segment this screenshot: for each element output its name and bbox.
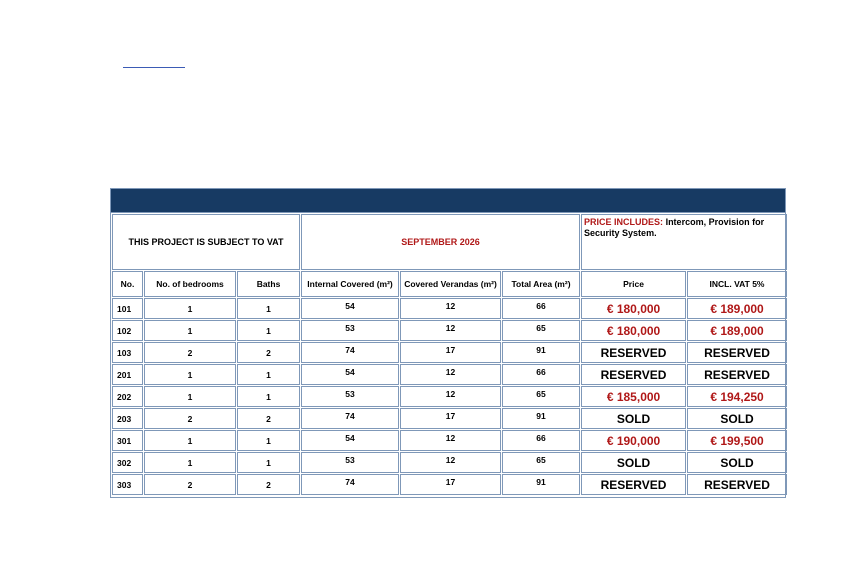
bedrooms-cell: 2 — [144, 342, 236, 363]
veranda-area-cell: 12 — [400, 452, 501, 473]
col-price: Price — [581, 271, 686, 297]
internal-area-cell: 74 — [301, 342, 399, 363]
price-cell: € 180,000 — [581, 298, 686, 319]
baths-cell: 1 — [237, 364, 300, 385]
baths-cell: 1 — [237, 298, 300, 319]
price-cell: € 180,000 — [581, 320, 686, 341]
incl-vat-cell: SOLD — [687, 452, 787, 473]
unit-number: 202 — [112, 386, 143, 407]
table-row — [112, 452, 787, 473]
info-row — [112, 214, 787, 270]
bedrooms-cell: 1 — [144, 452, 236, 473]
total-area-cell: 65 — [502, 452, 580, 473]
top-link-underline[interactable] — [123, 66, 185, 68]
internal-area-cell: 54 — [301, 430, 399, 451]
bedrooms-cell: 2 — [144, 408, 236, 429]
baths-cell: 1 — [237, 320, 300, 341]
completion-date: SEPTEMBER 2026 — [301, 214, 580, 270]
bedrooms-cell: 1 — [144, 320, 236, 341]
veranda-area-cell: 17 — [400, 408, 501, 429]
incl-vat-cell: RESERVED — [687, 474, 787, 495]
title-bar — [111, 189, 785, 213]
incl-vat-cell: € 189,000 — [687, 298, 787, 319]
internal-area-cell: 74 — [301, 408, 399, 429]
price-cell: SOLD — [581, 408, 686, 429]
bedrooms-cell: 2 — [144, 474, 236, 495]
unit-number: 103 — [112, 342, 143, 363]
total-area-cell: 65 — [502, 320, 580, 341]
price-cell: € 190,000 — [581, 430, 686, 451]
bedrooms-cell: 1 — [144, 298, 236, 319]
total-area-cell: 91 — [502, 474, 580, 495]
veranda-area-cell: 17 — [400, 474, 501, 495]
baths-cell: 2 — [237, 408, 300, 429]
baths-cell: 2 — [237, 342, 300, 363]
incl-vat-cell: SOLD — [687, 408, 787, 429]
internal-area-cell: 53 — [301, 320, 399, 341]
total-area-cell: 91 — [502, 408, 580, 429]
internal-area-cell: 53 — [301, 386, 399, 407]
bedrooms-cell: 1 — [144, 386, 236, 407]
table-row — [112, 386, 787, 407]
unit-number: 102 — [112, 320, 143, 341]
bedrooms-cell: 1 — [144, 430, 236, 451]
table-row — [112, 320, 787, 341]
column-header-row — [112, 271, 787, 297]
price-includes-label: PRICE INCLUDES: — [584, 217, 664, 227]
incl-vat-cell: RESERVED — [687, 342, 787, 363]
price-cell: € 185,000 — [581, 386, 686, 407]
veranda-area-cell: 12 — [400, 298, 501, 319]
veranda-area-cell: 12 — [400, 320, 501, 341]
table-row — [112, 364, 787, 385]
table-row — [112, 408, 787, 429]
internal-area-cell: 53 — [301, 452, 399, 473]
vat-note: THIS PROJECT IS SUBJECT TO VAT — [112, 214, 300, 270]
veranda-area-cell: 12 — [400, 364, 501, 385]
incl-vat-cell: € 199,500 — [687, 430, 787, 451]
veranda-area-cell: 12 — [400, 386, 501, 407]
baths-cell: 2 — [237, 474, 300, 495]
price-cell: RESERVED — [581, 474, 686, 495]
unit-number: 303 — [112, 474, 143, 495]
unit-number: 301 — [112, 430, 143, 451]
total-area-cell: 66 — [502, 298, 580, 319]
price-list-sheet — [110, 188, 786, 498]
col-no: No. — [112, 271, 143, 297]
incl-vat-cell: € 194,250 — [687, 386, 787, 407]
price-list-table — [111, 213, 788, 496]
price-cell: RESERVED — [581, 364, 686, 385]
price-includes — [581, 214, 787, 270]
total-area-cell: 66 — [502, 430, 580, 451]
internal-area-cell: 74 — [301, 474, 399, 495]
price-cell: SOLD — [581, 452, 686, 473]
total-area-cell: 91 — [502, 342, 580, 363]
unit-number: 203 — [112, 408, 143, 429]
total-area-cell: 65 — [502, 386, 580, 407]
table-row — [112, 298, 787, 319]
internal-area-cell: 54 — [301, 364, 399, 385]
col-internal: Internal Covered (m²) — [301, 271, 399, 297]
incl-vat-cell: RESERVED — [687, 364, 787, 385]
incl-vat-cell: € 189,000 — [687, 320, 787, 341]
veranda-area-cell: 17 — [400, 342, 501, 363]
baths-cell: 1 — [237, 430, 300, 451]
total-area-cell: 66 — [502, 364, 580, 385]
baths-cell: 1 — [237, 452, 300, 473]
table-row — [112, 430, 787, 451]
price-cell: RESERVED — [581, 342, 686, 363]
unit-number: 101 — [112, 298, 143, 319]
table-row — [112, 342, 787, 363]
col-verandas: Covered Verandas (m²) — [400, 271, 501, 297]
baths-cell: 1 — [237, 386, 300, 407]
table-row — [112, 474, 787, 495]
col-incl-vat: INCL. VAT 5% — [687, 271, 787, 297]
internal-area-cell: 54 — [301, 298, 399, 319]
unit-number: 201 — [112, 364, 143, 385]
unit-number: 302 — [112, 452, 143, 473]
bedrooms-cell: 1 — [144, 364, 236, 385]
col-total: Total Area (m²) — [502, 271, 580, 297]
veranda-area-cell: 12 — [400, 430, 501, 451]
col-bedrooms: No. of bedrooms — [144, 271, 236, 297]
price-includes-text: Intercom, Provision for Security System. — [584, 217, 765, 238]
col-baths: Baths — [237, 271, 300, 297]
